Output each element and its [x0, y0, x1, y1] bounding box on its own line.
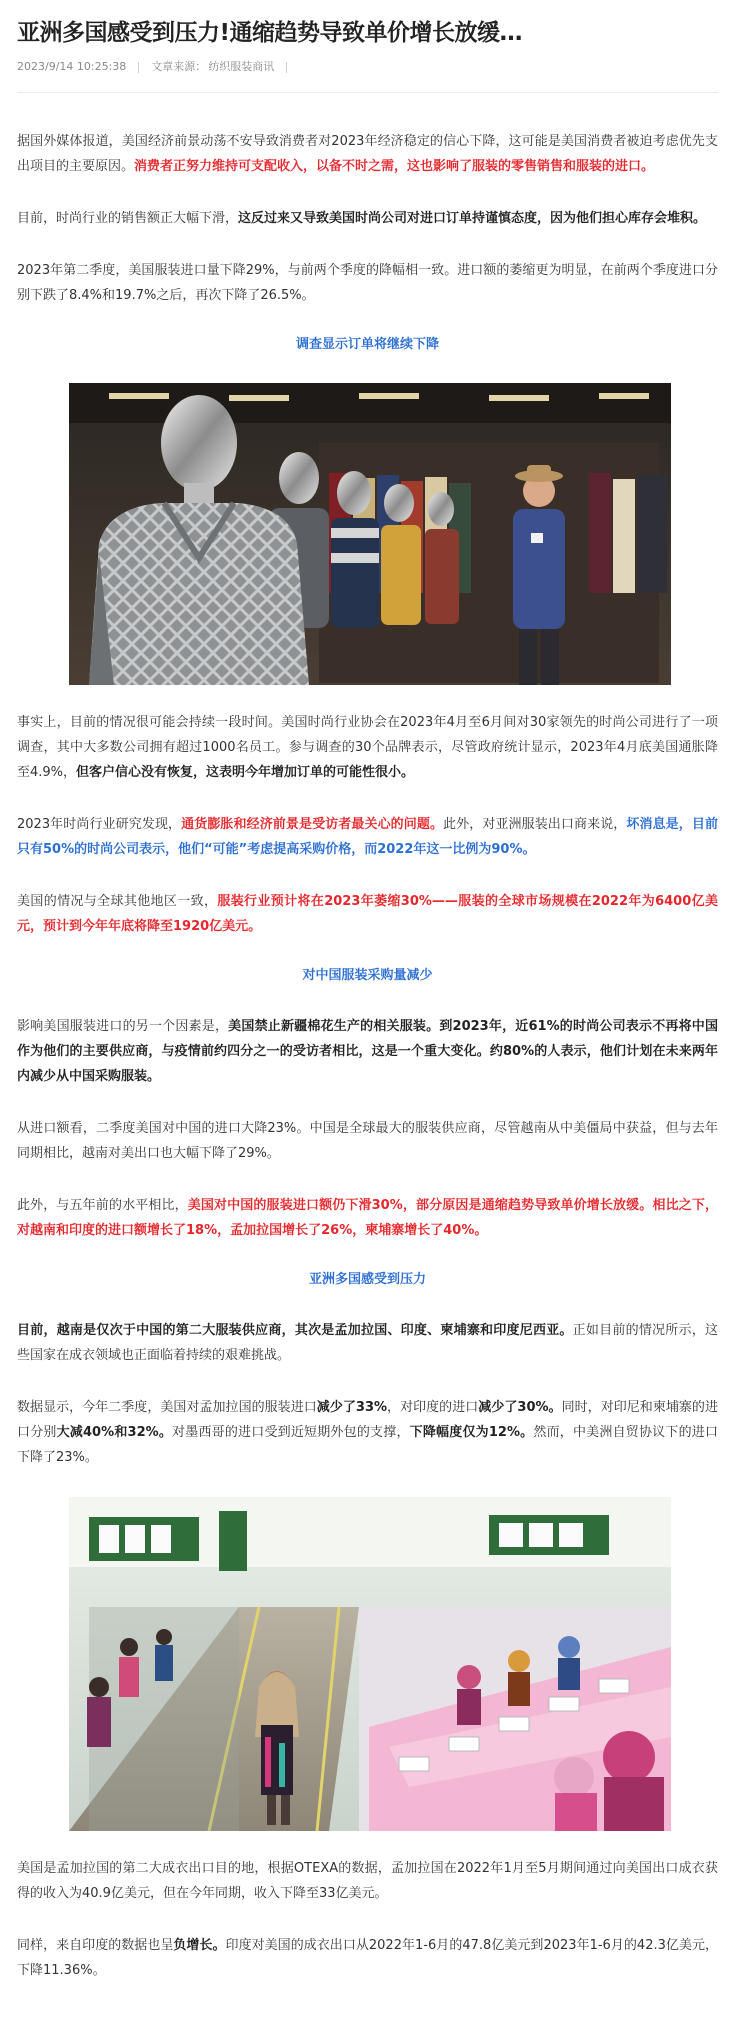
highlight-red: 美国对中国的服装进口额仍下滑30%，部分原因是通缩趋势导致单价增长放缓。相比之下，对越南和印度的进口额增长了18%，孟加拉国增长了26%，柬埔寨增长了40%。: [17, 1198, 718, 1238]
text-run: 目前，时尚行业的销售额正大幅下滑，: [17, 211, 239, 226]
paragraph-12: [17, 1856, 718, 1906]
paragraph-13: [17, 1933, 718, 1983]
text-run: 2023年时尚行业研究发现，: [17, 817, 182, 832]
highlight-bold: 负增长。: [173, 1938, 226, 1953]
article-title: 亚洲多国感受到压力!通缩趋势导致单价增长放缓…: [17, 20, 522, 46]
text-run: ，对印度的进口: [387, 1400, 479, 1415]
text-run: 影响美国服装进口的另一个因素是，: [17, 1019, 229, 1034]
highlight-bold: 减少了33%: [316, 1400, 388, 1415]
section-heading-survey: 调查显示订单将继续下降: [295, 337, 439, 352]
text-run: 同样，来自印度的数据也呈: [17, 1938, 174, 1953]
store-mannequins-photo: [69, 383, 671, 685]
paragraph-11: [17, 1395, 718, 1470]
paragraph-5: [17, 812, 718, 862]
highlight-bold: 大减40%和32%。: [56, 1425, 173, 1440]
paragraph-2: [17, 206, 718, 231]
highlight-bold: 减少了30%。: [478, 1400, 562, 1415]
paragraph-7: [17, 1014, 718, 1089]
text-run: 同时，对印尼和柬埔寨的进口分别: [17, 1400, 718, 1440]
article-body: [0, 93, 735, 1983]
meta-divider: [138, 62, 139, 73]
highlight-red: 消费者正努力维持可支配收入，以备不时之需，这也影响了服装的零售销售和服装的进口。: [134, 159, 655, 174]
source-label: 文章来源：: [151, 60, 207, 73]
paragraph-4: [17, 710, 718, 785]
paragraph-1: [17, 129, 718, 179]
article-meta: [0, 48, 735, 78]
paragraph-6: [17, 889, 718, 939]
highlight-bold: 这反过来又导致美国时尚公司对进口订单持谨慎态度，因为他们担心库存会堆积。: [238, 211, 707, 226]
highlight-bold: 下降幅度仅为12%。: [409, 1425, 534, 1440]
source-name: 纺织服装商讯: [208, 60, 275, 73]
text-run: 此外，对亚洲服装出口商来说，: [443, 817, 627, 832]
store-photo-illustration: [69, 383, 671, 685]
garment-factory-photo: [69, 1497, 671, 1831]
section-heading-asia: 亚洲多国感受到压力: [308, 1272, 426, 1287]
highlight-blue: 坏消息是，目前只有50%的时尚公司表示，他们“可能”考虑提高采购价格，而2022年这一比例为90%。: [17, 817, 718, 857]
publish-datetime: 2023/9/14 10:25:38: [17, 60, 127, 73]
text-run: 事实上，目前的情况很可能会持续一段时间。美国时尚行业协会在2023年4月至6月间对30家领先的时尚公司进行了一项调查，其中大多数公司拥有超过1000名员工。参与调查的30个品牌表示，尽管政府统计显示，2023年4月底美国通胀降至4.9%，: [17, 715, 718, 780]
highlight-bold: 目前，越南是仅次于中国的第二大服装供应商，其次是孟加拉国、印度、柬埔寨和印度尼西亚。: [17, 1323, 573, 1338]
text-run: 正如目前的情况所示，这些国家在成衣领域也正面临着持续的艰难挑战。: [17, 1323, 718, 1363]
text-run: 2023年第二季度，美国服装进口量下降29%，与前两个季度的降幅相一致。进口额的萎缩更为明显，在前两个季度进口分别下跌了8.4%和19.7%之后，再次下降了26.5%。: [17, 263, 718, 303]
paragraph-9: [17, 1193, 718, 1243]
text-run: 然而，中美洲自贸协议下的进口下降了23%。: [17, 1425, 718, 1465]
text-run: 美国是孟加拉国的第二大成衣出口目的地，根据OTEXA的数据，孟加拉国在2022年1月至5月期间通过向美国出口成衣获得的收入为40.9亿美元，但在今年同期，收入下降至33亿美元。: [17, 1861, 718, 1901]
highlight-red: 通货膨胀和经济前景是受访者最关心的问题。: [181, 817, 444, 832]
factory-photo-illustration: [69, 1497, 671, 1831]
meta-divider: [286, 62, 287, 73]
paragraph-8: [17, 1116, 718, 1166]
text-run: 印度对美国的成衣出口从2022年1-6月的47.8亿美元到2023年1-6月的42.3亿美元，下降11.36%。: [17, 1938, 718, 1978]
text-run: 数据显示，今年二季度，美国对孟加拉国的服装进口: [17, 1400, 317, 1415]
highlight-bold: 但客户信心没有恢复，这表明今年增加订单的可能性很小。: [76, 765, 415, 780]
highlight-bold: 美国禁止新疆棉花生产的相关服装。到2023年，近61%的时尚公司表示不再将中国作为他们的主要供应商，与疫情前约四分之一的受访者相比，这是一个重大变化。约80%的人表示，他们计划在未来两年内减少从中国采购服装。: [17, 1019, 718, 1084]
section-heading-china: 对中国服装采购量减少: [302, 968, 433, 983]
text-run: 据国外媒体报道，美国经济前景动荡不安导致消费者对2023年经济稳定的信心下降，这可能是美国消费者被迫考虑优先支出项目的主要原因。: [17, 134, 718, 174]
text-run: 美国的情况与全球其他地区一致，: [17, 894, 218, 909]
paragraph-3: [17, 258, 718, 308]
text-run: 此外，与五年前的水平相比，: [17, 1198, 188, 1213]
text-run: 对墨西哥的进口受到近短期外包的支撑，: [172, 1425, 410, 1440]
paragraph-10: [17, 1318, 718, 1368]
highlight-red: 服装行业预计将在2023年萎缩30%——服装的全球市场规模在2022年为6400亿美元，预计到今年年底将降至1920亿美元。: [17, 894, 718, 934]
text-run: 从进口额看，二季度美国对中国的进口大降23%。中国是全球最大的服装供应商，尽管越南从中美僵局中获益，但与去年同期相比，越南对美出口也大幅下降了29%。: [17, 1121, 718, 1161]
